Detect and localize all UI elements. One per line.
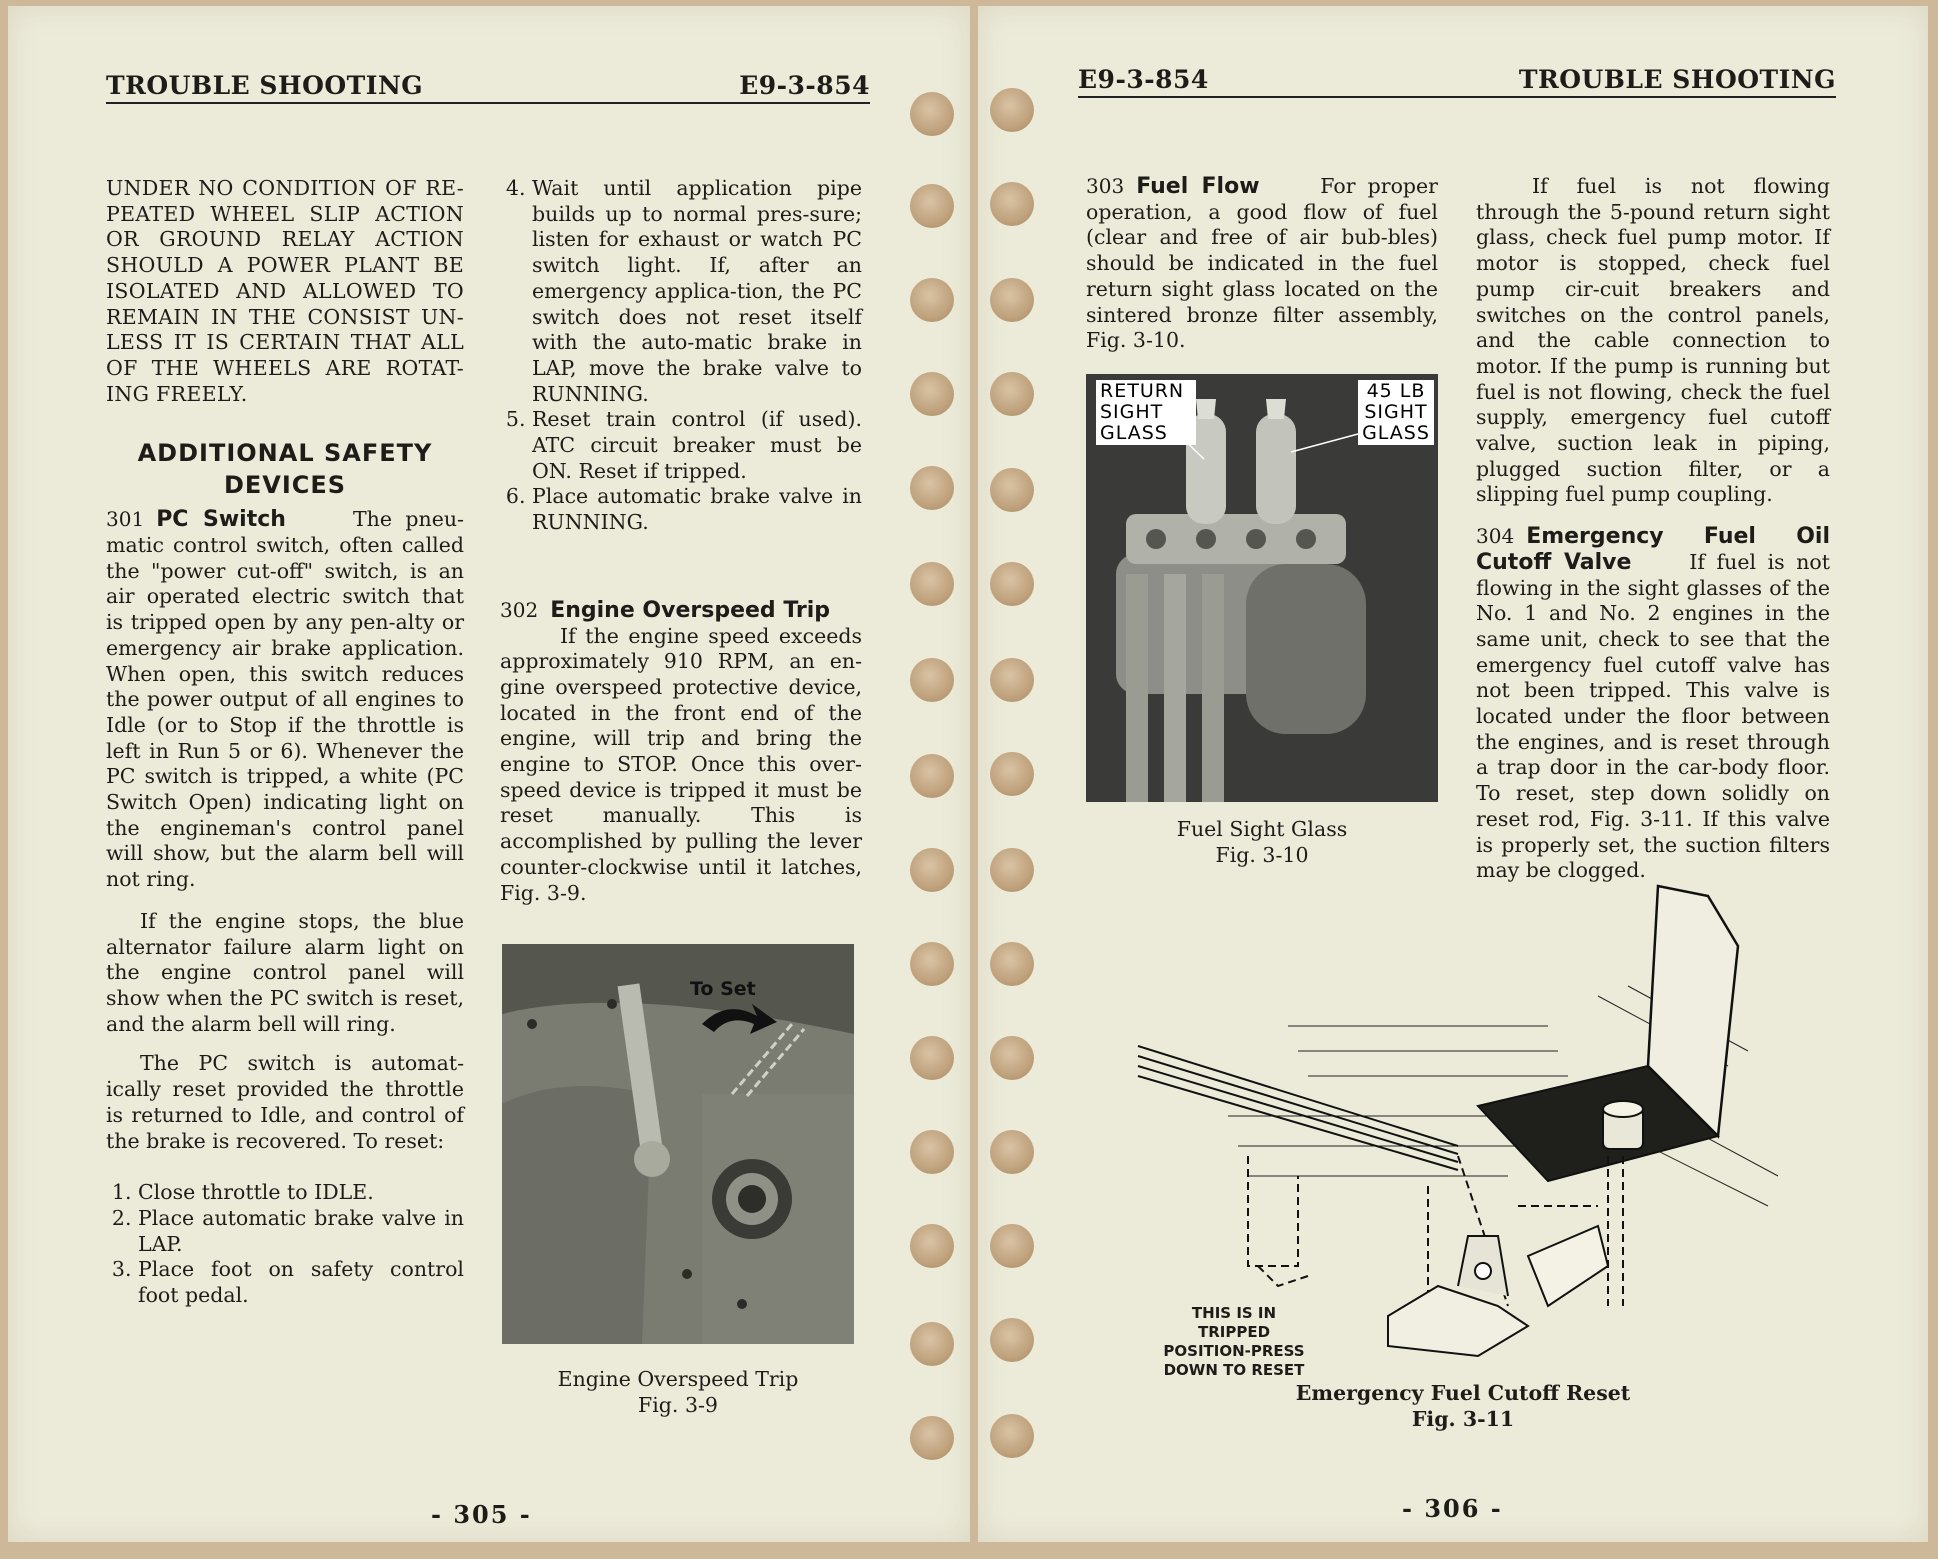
figure-3-10-photo <box>1086 374 1438 802</box>
binder-hole <box>990 1224 1034 1268</box>
section-text: The pneu-matic control switch, often called the "power cut-off" switch, is an air operated electric switch that is tripped open by any pen-alty or emergency air brake application. When open, this switch reduces the power output of all engines to Idle (or to Stop if the throttle is left in Run 5 or 6). Whenever the PC switch is tripped, a white (PC Switch Open) indicating light on the engineman's control panel will show, but the alarm bell will not ring. <box>106 507 464 892</box>
binder-hole <box>990 468 1034 512</box>
section-number: 301 <box>106 507 145 532</box>
45lb-sight-glass-label: 45 LB SIGHT GLASS <box>1358 380 1434 445</box>
binder-hole <box>910 754 954 798</box>
binder-hole <box>990 848 1034 892</box>
binder-hole <box>910 466 954 510</box>
binder-hole <box>910 658 954 702</box>
reset-steps-list-continued <box>500 176 862 536</box>
section-text: If fuel is not flowing in the sight glasses of the No. 1 and No. 2 engines in the same unit, check to see that the emergency fuel cutoff valve has not been tripped. This valve is located under the floor between the engines, and is reset through a trap door in the car-body floor. To reset, step down solidly on reset rod, Fig. 3-11. If this valve is properly set, the suction filters may be clogged. <box>1476 549 1830 883</box>
warning-paragraph: UNDER NO CONDITION OF RE-PEATED WHEEL SLIP ACTION OR GROUND RELAY ACTION SHOULD A POWER PLANT BE ISOLATED AND ALLOWED TO REMAIN IN THE CONSIST UN-LESS IT IS CERTAIN THAT ALL OF THE WHEELS ARE ROTAT-ING FREELY. <box>106 176 464 406</box>
to-set-label: To Set <box>690 978 756 1000</box>
binder-hole <box>910 1416 954 1460</box>
section-title-line1: ADDITIONAL SAFETY <box>137 439 433 468</box>
section-304 <box>1476 524 1830 884</box>
section-title-line2: DEVICES <box>223 471 347 500</box>
binder-hole <box>990 562 1034 606</box>
reset-steps-list <box>106 1180 464 1309</box>
section-number: 302 <box>500 597 539 622</box>
list-item: 6. Place automatic brake valve in RUNNING. <box>532 484 862 535</box>
binder-hole <box>990 752 1034 796</box>
paragraph: If fuel is not flowing through the 5-pound return sight glass, check fuel pump motor. If motor is stopped, check fuel pump cir-cuit breakers and switches on the control panels, and the cable connection to motor. If the pump is running but fuel is not flowing, check the fuel supply, emergency fuel cutoff valve, suction leak in piping, plugged suction filter, or a slipping fuel pump coupling. <box>1476 174 1830 507</box>
binder-hole <box>910 1130 954 1174</box>
overspeed-trip-illustration <box>502 944 854 1344</box>
section-number: 303 <box>1086 174 1125 198</box>
caption-figure-number: Fig. 3-11 <box>1411 1407 1515 1431</box>
paragraph: If the engine stops, the blue alternator failure alarm light on the engine control panel will show when the PC switch is reset, and the alarm bell will ring. <box>106 908 464 1036</box>
figure-3-11-drawing <box>1128 876 1828 1386</box>
binder-hole <box>990 372 1034 416</box>
header-title: TROUBLE SHOOTING <box>1518 65 1836 94</box>
binder-hole <box>910 848 954 892</box>
figure-3-11-caption <box>1228 1380 1698 1432</box>
page-number: - 306 - <box>1402 1494 1503 1523</box>
binder-hole <box>910 1322 954 1366</box>
binder-hole <box>910 372 954 416</box>
left-column-1 <box>106 176 464 1309</box>
caption-figure-number: Fig. 3-9 <box>638 1393 718 1417</box>
section-heading: Emergency Fuel Oil Cutoff Valve <box>1476 524 1830 575</box>
binder-hole <box>910 942 954 986</box>
caption-title: Fuel Sight Glass <box>1176 817 1348 841</box>
section-303 <box>1086 174 1438 354</box>
caption-title: Emergency Fuel Cutoff Reset <box>1295 1381 1631 1405</box>
left-column-2 <box>500 176 862 906</box>
binder-hole <box>990 1414 1034 1458</box>
list-item: 4. Wait until application pipe builds up to normal pres-sure; listen for exhaust or watch PC switch light. If, after an emergency applica-tion, the PC switch does not reset itself with the auto-matic brake in LAP, move the brake valve to RUNNING. <box>532 176 862 407</box>
page-header <box>1078 65 1836 98</box>
paragraph: The PC switch is automat-ically reset provided the throttle is returned to Idle, and control of the brake is recovered. To reset: <box>106 1051 464 1153</box>
binder-hole <box>990 942 1034 986</box>
binder-hole <box>990 1036 1034 1080</box>
binder-hole <box>990 278 1034 322</box>
binder-hole <box>990 88 1034 132</box>
left-page <box>8 6 970 1542</box>
binder-hole <box>910 1036 954 1080</box>
section-301 <box>106 507 464 893</box>
page-number: - 305 - <box>431 1500 532 1529</box>
binder-hole <box>990 182 1034 226</box>
binder-hole <box>990 658 1034 702</box>
caption-title: Engine Overspeed Trip <box>557 1367 799 1391</box>
binder-hole <box>910 184 954 228</box>
header-title: TROUBLE SHOOTING <box>106 71 424 100</box>
list-item: 2. Place automatic brake valve in LAP. <box>138 1206 464 1257</box>
figure-3-10-caption <box>1086 816 1438 868</box>
figure-3-9-caption <box>502 1366 854 1418</box>
tripped-position-label: THIS IS IN TRIPPED POSITION-PRESS DOWN TO RESET <box>1163 1304 1305 1379</box>
binder-hole <box>910 562 954 606</box>
binder-hole <box>990 1130 1034 1174</box>
binder-hole <box>910 92 954 136</box>
return-sight-glass-label: RETURN SIGHT GLASS <box>1096 380 1196 445</box>
list-item: 3. Place foot on safety control foot pedal. <box>138 1257 464 1308</box>
header-code: E9-3-854 <box>739 71 870 100</box>
section-heading: Fuel Flow <box>1136 174 1260 199</box>
section-302 <box>500 598 862 624</box>
binder-hole <box>910 278 954 322</box>
section-heading: Engine Overspeed Trip <box>550 597 831 623</box>
right-column-1 <box>1086 174 1438 354</box>
header-code: E9-3-854 <box>1078 65 1209 94</box>
right-column-2 <box>1476 174 1830 884</box>
figure-3-9-photo <box>502 944 854 1344</box>
binder-hole <box>910 1224 954 1268</box>
page-header <box>106 71 870 104</box>
section-text: If the engine speed exceeds approximately 910 RPM, an en-gine overspeed protective device, located in the front end of the engine, will trip and bring the engine to STOP. Once this over-speed device is tripped it must be reset manually. This is accomplished by pulling the lever counter-clockwise until it latches, Fig. 3-9. <box>500 623 862 905</box>
binder-hole <box>990 1318 1034 1362</box>
caption-figure-number: Fig. 3-10 <box>1215 843 1309 867</box>
list-item: 1. Close throttle to IDLE. <box>138 1180 464 1206</box>
section-number: 304 <box>1476 524 1515 549</box>
section-text: For proper operation, a good flow of fuel (clear and free of air bub-bles) should be indicated in the fuel return sight glass located on the sintered bronze filter assembly, Fig. 3-10. <box>1086 174 1438 353</box>
section-title <box>106 437 464 501</box>
section-heading: PC Switch <box>156 507 286 533</box>
list-item: 5. Reset train control (if used). ATC circuit breaker must be ON. Reset if tripped. <box>532 407 862 484</box>
right-page <box>978 6 1928 1542</box>
